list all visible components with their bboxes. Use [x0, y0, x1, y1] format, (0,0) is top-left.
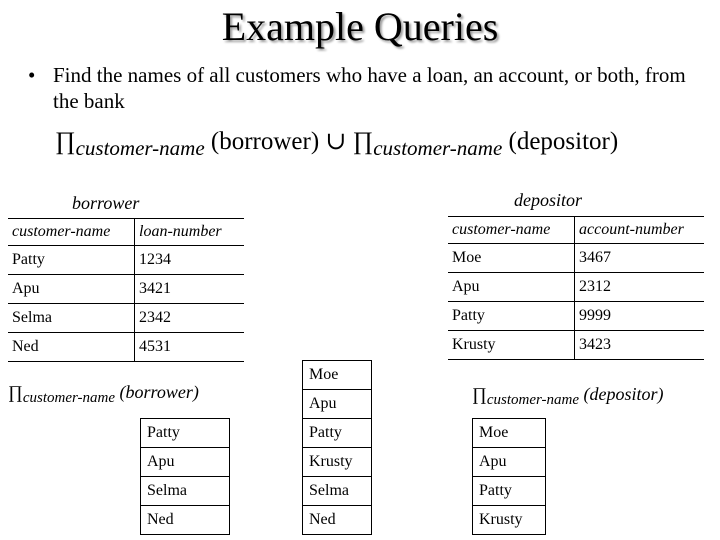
table-row — [303, 361, 372, 390]
projection-attribute: customer-name — [486, 392, 580, 408]
table-cell: Krusty — [303, 448, 372, 477]
table-row — [473, 448, 546, 477]
table-row — [473, 506, 546, 535]
table-cell: Moe — [303, 361, 372, 390]
table-cell: Krusty — [473, 506, 546, 535]
table-cell: 9999 — [575, 302, 705, 331]
table-cell: Patty — [303, 419, 372, 448]
bullet-text: Find the names of all customers who have a loan, an account, or both, from the bank — [53, 63, 686, 113]
table-row — [473, 419, 546, 448]
table-cell: Patty — [448, 302, 575, 331]
bullet-point — [28, 62, 688, 114]
table-cell: 2312 — [575, 273, 705, 302]
table-header-row — [8, 219, 244, 246]
projection-attribute: customer-name — [22, 390, 116, 406]
page-title: Example Queries — [221, 4, 499, 49]
projection-attribute: customer-name — [373, 136, 503, 160]
table-cell: Apu — [8, 275, 135, 304]
borrower-projection-label — [8, 382, 199, 406]
table-cell: Apu — [141, 448, 230, 477]
table-row — [303, 448, 372, 477]
depositor-table — [448, 216, 704, 360]
projection-attribute: customer-name — [75, 136, 205, 160]
table-row — [141, 419, 230, 448]
table-cell: Krusty — [448, 331, 575, 360]
table-row — [448, 273, 704, 302]
column-header: loan-number — [135, 219, 245, 246]
table-cell: 2342 — [135, 304, 245, 333]
table-cell: Moe — [448, 244, 575, 273]
table-cell: Ned — [303, 506, 372, 535]
table-cell: Selma — [141, 477, 230, 506]
table-row — [448, 331, 704, 360]
table-row — [141, 477, 230, 506]
table-row — [141, 506, 230, 535]
borrower-label: borrower — [72, 193, 140, 213]
table-row — [473, 477, 546, 506]
depositor-label: depositor — [514, 190, 583, 210]
table-row — [8, 275, 244, 304]
union-result-table — [302, 360, 372, 535]
table-row — [303, 390, 372, 419]
table-row — [8, 246, 244, 275]
table-cell: Patty — [8, 246, 135, 275]
projection-symbol: ∏ — [8, 382, 23, 402]
table-cell: 3467 — [575, 244, 705, 273]
table-cell: Selma — [303, 477, 372, 506]
table-cell: 1234 — [135, 246, 245, 275]
table-row — [448, 302, 704, 331]
bullet-icon: • — [28, 63, 36, 87]
column-header: account-number — [575, 217, 705, 244]
table-header-row — [448, 217, 704, 244]
projection-symbol: ∏ — [472, 384, 487, 404]
projection-argument: (depositor) — [508, 128, 619, 155]
table-cell: 4531 — [135, 333, 245, 362]
column-header: customer-name — [8, 219, 135, 246]
projection-argument: (borrower) — [210, 128, 320, 155]
table-cell: Apu — [303, 390, 372, 419]
table-cell: Apu — [473, 448, 546, 477]
table-cell: Ned — [8, 333, 135, 362]
table-cell: Moe — [473, 419, 546, 448]
column-header: customer-name — [448, 217, 575, 244]
table-cell: Patty — [141, 419, 230, 448]
table-row — [141, 448, 230, 477]
table-row — [448, 244, 704, 273]
projection-symbol: ∏ — [352, 128, 374, 155]
table-cell: Selma — [8, 304, 135, 333]
table-row — [303, 506, 372, 535]
table-row — [8, 304, 244, 333]
table-row — [303, 477, 372, 506]
table-cell: 3421 — [135, 275, 245, 304]
borrower-projection-table — [140, 418, 230, 535]
borrower-table — [8, 218, 244, 362]
depositor-projection-table — [472, 418, 546, 535]
projection-symbol: ∏ — [55, 128, 76, 155]
projection-argument: (depositor) — [583, 384, 664, 404]
table-row — [303, 419, 372, 448]
table-row — [8, 333, 244, 362]
table-cell: 3423 — [575, 331, 705, 360]
table-cell: Patty — [473, 477, 546, 506]
depositor-projection-label — [472, 384, 664, 408]
table-cell: Ned — [141, 506, 230, 535]
query-expression — [55, 126, 619, 160]
projection-argument: (borrower) — [119, 382, 199, 402]
union-symbol: ∪ — [325, 128, 347, 155]
table-cell: Apu — [448, 273, 575, 302]
